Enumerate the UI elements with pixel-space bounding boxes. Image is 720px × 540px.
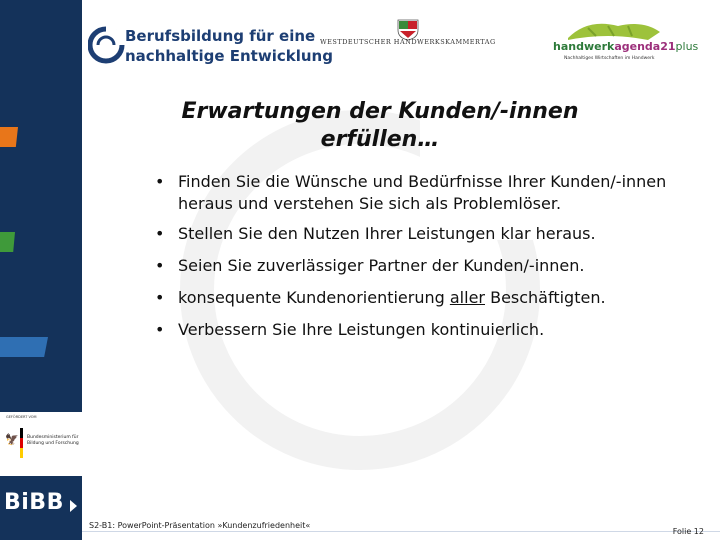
footer-divider — [82, 531, 720, 532]
agenda21-logo-text — [553, 40, 698, 53]
sidebar — [0, 0, 82, 540]
bibb-logo: BiBB — [4, 490, 64, 515]
bullet-item: • Verbessern Sie Ihre Leistungen kontinuierlich. — [150, 319, 690, 341]
bne-logo-line2: nachhaltige Entwicklung — [125, 47, 333, 65]
bullet-item: • Finden Sie die Wünsche und Bedürfnisse Ihrer Kunden/-innen heraus und verstehen Sie sich als Problemlöser. — [150, 171, 690, 215]
bne-logo-text — [125, 26, 333, 66]
whkt-logo-text: WESTDEUTSCHER HANDWERKSKAMMERTAG — [320, 38, 496, 46]
agenda21-subtitle: Nachhaltiges Wirtschaften im Handwerk — [564, 56, 655, 61]
ministry-funded-by: GEFÖRDERT VOM — [6, 415, 37, 419]
slide-title-line1: Erwartungen der Kunden/-innen — [181, 99, 579, 124]
agenda21-handwerk: handwerk — [553, 40, 615, 53]
orange-marker-tab — [0, 127, 18, 147]
bullet-list — [150, 171, 690, 341]
underlined-word: aller — [449, 288, 485, 307]
green-marker-tab — [0, 232, 15, 252]
bullet-text-part: Beschäftigten. — [485, 288, 606, 307]
german-flag-bar — [20, 428, 23, 458]
bibb-arrow-icon — [70, 500, 77, 512]
bullet-item — [150, 287, 690, 309]
slide-title-line2: erfüllen… — [320, 127, 440, 152]
bullet-text-part: konsequente Kundenorientierung — [178, 288, 450, 307]
ministry-logo — [0, 412, 82, 476]
slide-number: Folie 12 — [672, 527, 704, 536]
blue-marker-tab — [0, 337, 48, 357]
federal-eagle-icon: 🦅 — [5, 433, 19, 446]
bullet-item: • Stellen Sie den Nutzen Ihrer Leistungen klar heraus. — [150, 223, 690, 245]
slide-title — [150, 98, 610, 154]
footer-text: S2-B1: PowerPoint-Präsentation »Kundenzufriedenheit« — [89, 521, 311, 530]
bullet-item: • Seien Sie zuverlässiger Partner der Kunden/-innen. — [150, 255, 690, 277]
ministry-name: Bundesministerium für Bildung und Forschung — [27, 435, 79, 446]
agenda21-plus: plus — [675, 40, 699, 53]
agenda21-agenda: agenda21 — [614, 40, 676, 53]
bne-logo-line1: Berufsbildung für eine — [125, 27, 316, 45]
